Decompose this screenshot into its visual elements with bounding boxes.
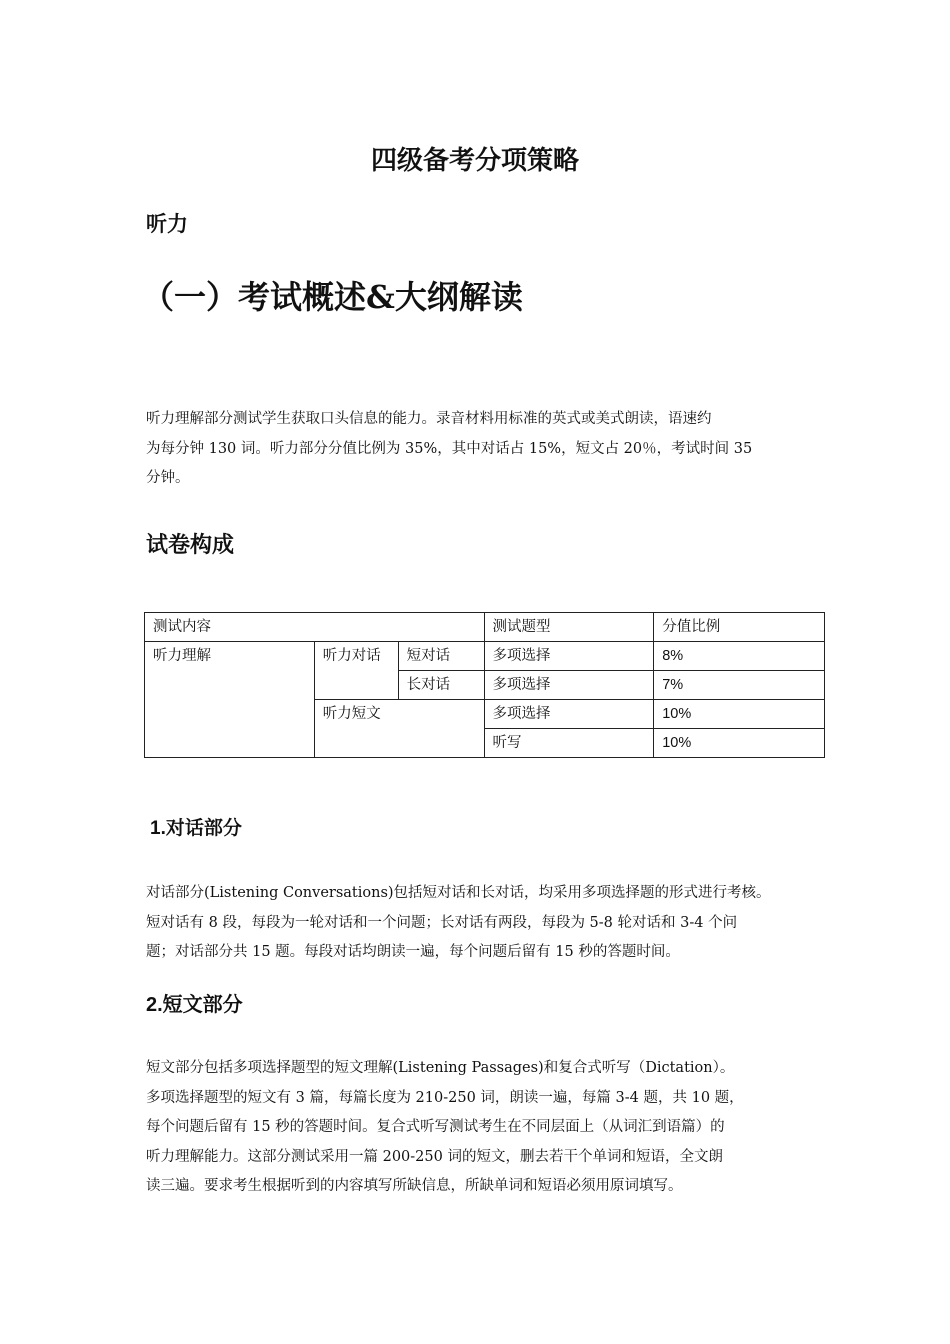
table-header-row bbox=[145, 613, 825, 642]
section-heading-listening: 听力 bbox=[146, 211, 188, 236]
passage-line: 每个问题后留有 15 秒的答题时间。复合式听写测试考生在不同层面上（从词汇到语篇）的 bbox=[146, 1119, 725, 1135]
cell-short-conv: 短对话 bbox=[398, 642, 484, 671]
header-content: 测试内容 bbox=[145, 613, 485, 642]
intro-paragraph bbox=[146, 405, 812, 494]
header-ratio: 分值比例 bbox=[654, 613, 825, 642]
passage-line: 读三遍。要求考生根据听到的内容填写所缺信息，所缺单词和短语必须用原词填写。 bbox=[146, 1178, 683, 1194]
cell-ratio: 7% bbox=[654, 671, 825, 700]
cell-type: 多项选择 bbox=[484, 671, 654, 700]
cell-passage: 听力短文 bbox=[314, 700, 484, 758]
cell-ratio: 10% bbox=[654, 729, 825, 758]
dialog-section-heading: 1.对话部分 bbox=[150, 818, 242, 839]
cell-type: 多项选择 bbox=[484, 642, 654, 671]
cell-conversation: 听力对话 bbox=[314, 642, 398, 700]
dialog-line: 题；对话部分共 15 题。每段对话均朗读一遍，每个问题后留有 15 秒的答题时间。 bbox=[146, 944, 680, 960]
passage-paragraph bbox=[146, 1054, 812, 1202]
chapter-heading: （一）考试概述&大纲解读 bbox=[142, 278, 523, 316]
paper-structure-heading: 试卷构成 bbox=[146, 532, 235, 558]
cell-ratio: 10% bbox=[654, 700, 825, 729]
cell-type: 听写 bbox=[484, 729, 654, 758]
exam-structure-table bbox=[144, 612, 825, 758]
header-type: 测试题型 bbox=[484, 613, 654, 642]
intro-line: 分钟。 bbox=[146, 470, 190, 486]
table-row bbox=[145, 642, 825, 671]
dialog-line: 短对话有 8 段，每段为一轮对话和一个问题；长对话有两段，每段为 5-8 轮对话和 3-4 个问 bbox=[146, 914, 738, 931]
cell-main-category: 听力理解 bbox=[145, 642, 315, 758]
document-title: 四级备考分项策略 bbox=[370, 146, 579, 176]
passage-section-heading: 2.短文部分 bbox=[146, 994, 243, 1016]
intro-line: 为每分钟 130 词。听力部分分值比例为 35%，其中对话占 15%，短文占 20％，考试时间 35 bbox=[146, 440, 753, 457]
dialog-paragraph bbox=[146, 879, 812, 968]
dialog-line: 对话部分(Listening Conversations)包括短对话和长对话，均采用多项选择题的形式进行考核。 bbox=[146, 885, 771, 901]
cell-long-conv: 长对话 bbox=[398, 671, 484, 700]
intro-line: 听力理解部分测试学生获取口头信息的能力。录音材料用标准的英式或美式朗读，语速约 bbox=[146, 411, 712, 427]
passage-line: 短文部分包括多项选择题型的短文理解(Listening Passages)和复合式听写（Dictation）。 bbox=[146, 1060, 735, 1076]
cell-type: 多项选择 bbox=[484, 700, 654, 729]
passage-line: 多项选择题型的短文有 3 篇，每篇长度为 210-250 词，朗读一遍，每篇 3-4 题，共 10 题， bbox=[146, 1089, 744, 1106]
passage-line: 听力理解能力。这部分测试采用一篇 200-250 词的短文，删去若干个单词和短语，全文朗 bbox=[146, 1148, 723, 1165]
cell-ratio: 8% bbox=[654, 642, 825, 671]
